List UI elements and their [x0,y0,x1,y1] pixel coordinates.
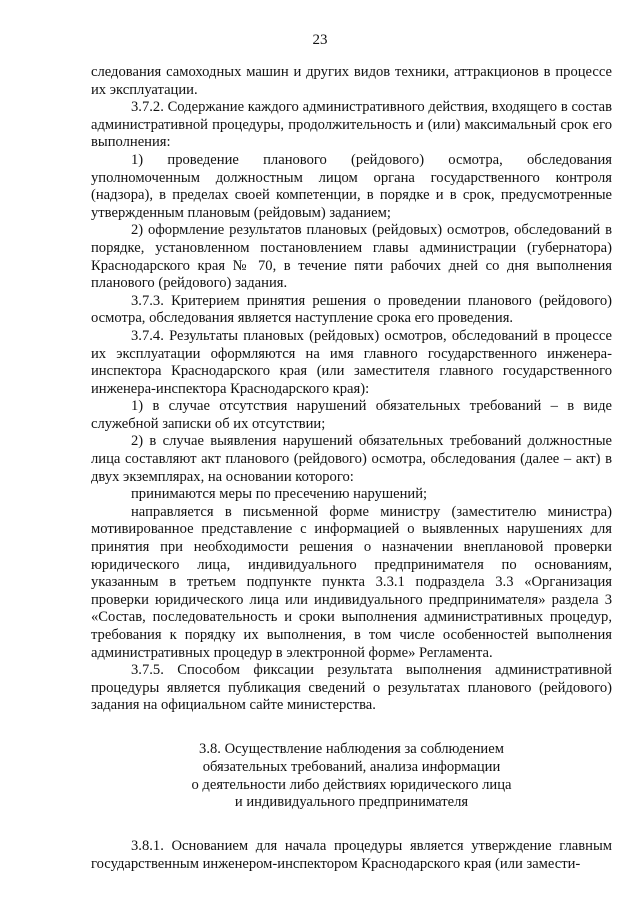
section-heading-line: 3.8. Осуществление наблюдения за соблюдением [199,740,504,757]
document-body [91,64,612,873]
paragraph: 3.7.2. Содержание каждого административного действия, входящего в состав административной процедуры, продолжительность и (или) максимальный срок его выполнения: [91,99,612,151]
paragraph: 2) оформление результатов плановых (рейдовых) осмотров, обследований в порядке, установленном постановлением главы администрации (губернатора) Краснодарского края № 70, в течение пяти рабочих дней со дня выполнения планового (рейдового) задания. [91,222,612,292]
page-number: 23 [312,32,328,48]
paragraph: 3.7.3. Критерием принятия решения о проведении планового (рейдового) осмотра, обследования является наступление срока его проведения. [91,292,612,327]
paragraph: следования самоходных машин и других видов техники, аттракционов в процессе их эксплуатации. [91,64,612,98]
paragraph: 3.8.1. Основанием для начала процедуры является утверждение главным государственным инженером-инспектором Краснодарского края (или замести- [91,838,612,872]
paragraph: 3.7.5. Способом фиксации результата выполнения административной процедуры является публикация сведений о результатах планового (рейдового) задания на официальном сайте министерства. [91,662,612,714]
paragraph: 1) в случае отсутствия нарушений обязательных требований – в виде служебной записки об их отсутствии; [91,398,612,432]
paragraph: принимаются меры по пресечению нарушений; [131,486,428,503]
section-heading-line: и индивидуального предпринимателя [234,794,469,811]
paragraph: 2) в случае выявления нарушений обязательных требований должностные лица составляют акт планового (рейдового) осмотра, обследования (далее – акт) в двух экземплярах, на основании которого: [91,433,612,485]
paragraph: направляется в письменной форме министру (заместителю министра) мотивированное представление с информацией о выявленных нарушениях для принятия при необходимости решения о назначении внеплановой проверки юридического лица, индивидуального предпринимателя по основаниям, указанным в третьем подпункте пункта 3.3.1 подраздела 3.3 «Организация проверки юридического лица или индивидуального предпринимателя» раздела 3 «Состав, последовательность и сроки выполнения административных процедур, требования к порядку их выполнения, в том числе особенностей выполнения административных процедур в электронной форме» Регламента. [91,503,612,661]
paragraph: 1) проведение планового (рейдового) осмотра, обследования уполномоченным должностным лицом органа государственного контроля (надзора), в пределах своей компетенции, в порядке и в срок, предусмотренные утвержденным плановым (рейдовым) заданием; [91,151,612,221]
section-heading-line: о деятельности либо действиях юридического лица [191,776,512,793]
paragraph: 3.7.4. Результаты плановых (рейдовых) осмотров, обследований в процессе их эксплуатации оформляются на имя главного государственного инженера-инспектора Краснодарского края (или заместителя главного государственного инженера-инспектора Краснодарского края): [91,327,612,397]
section-heading [91,741,612,812]
section-heading-line: обязательных требований, анализа информации [202,758,501,775]
